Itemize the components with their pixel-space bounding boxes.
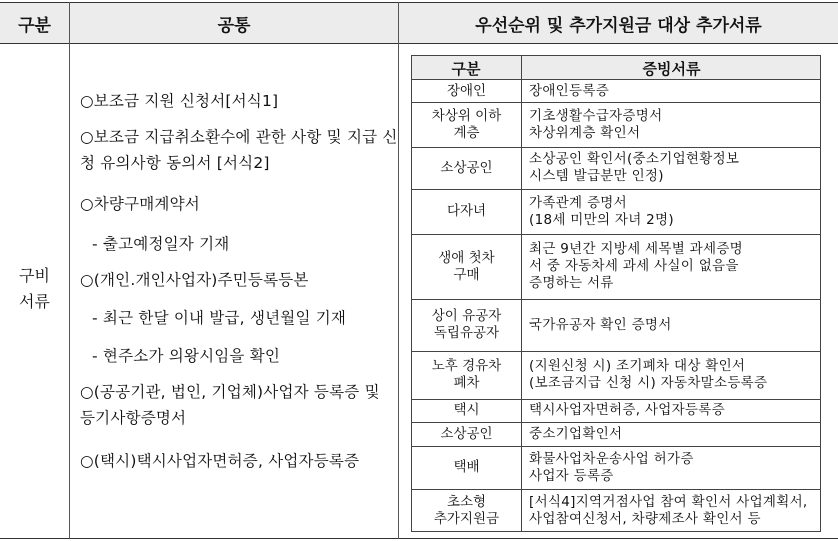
table-row <box>411 351 821 399</box>
row-category: 다자녀 <box>446 203 487 219</box>
table-row <box>411 189 821 234</box>
row-document: 화물사업차운송사업 허가증 사업자 등록증 <box>529 450 694 484</box>
table-row <box>411 80 821 102</box>
row-document: [서식4]지역거점사업 참여 확인서 사업계획서, 사업참여신청서, 차량제조사 확인서 등 <box>529 493 808 527</box>
common-item: ○(택시)택시사업자면허증, 사업자등록증 <box>80 452 360 470</box>
row-document: 소상공인 확인서(중소기업현황정보 시스템 발급분만 인정) <box>529 151 740 184</box>
common-sub-item: - 현주소가 의왕시임을 확인 <box>92 347 281 365</box>
row-document: 가족관계 증명서 (18세 미만의 자녀 2명) <box>529 194 674 228</box>
table-bottom-border <box>0 538 838 539</box>
row-category: 생애 첫차 구매 <box>438 249 495 283</box>
row-document: (지원신청 시) 조기폐차 대상 확인서 (보조금지급 신청 시) 자동차말소등록증 <box>529 358 768 391</box>
header-priority-docs: 우선순위 및 추가지원금 대상 추가서류 <box>475 16 762 36</box>
table-row <box>411 102 821 147</box>
row-document: 중소기업확인서 <box>529 425 623 442</box>
table-row <box>411 422 821 446</box>
common-item: ○차량구매계약서 <box>80 195 200 213</box>
table-top-border <box>0 2 838 3</box>
col-divider-1 <box>69 2 70 539</box>
row-category: 차상위 이하 계층 <box>431 107 502 141</box>
common-item: ○(개인.개인사업자)주민등록등본 <box>80 271 309 289</box>
common-sub-item: - 최근 한달 이내 발급, 생년월일 기재 <box>92 309 347 327</box>
row-document: 장애인등록증 <box>529 82 610 99</box>
row-category: 소상공인 <box>440 159 493 176</box>
row-category: 초소형 추가지원금 <box>433 493 500 527</box>
inner-header-document: 증빙서류 <box>642 60 701 78</box>
table-row <box>411 299 821 351</box>
row-document: 택시사업자면허증, 사업자등록증 <box>529 402 725 418</box>
row-category: 택시 <box>453 402 480 418</box>
table-row <box>411 234 821 299</box>
table-row <box>411 147 821 189</box>
row-category: 택배 <box>453 459 480 475</box>
header-category: 구분 <box>18 16 51 36</box>
table-row <box>411 399 821 422</box>
col-divider-2 <box>398 2 399 539</box>
common-item: ○보조금 지원 신청서[서식1] <box>80 92 279 110</box>
table-row <box>411 446 821 489</box>
row-document: 기초생활수급자증명서 차상위계층 확인서 <box>529 107 663 141</box>
row-document: 국가유공자 확인 증명서 <box>529 316 672 333</box>
inner-header-category: 구분 <box>451 60 481 78</box>
row-category: 상이 유공자 독립유공자 <box>431 308 502 341</box>
row-category: 소상공인 <box>440 425 493 442</box>
header-common: 공통 <box>217 16 251 36</box>
row-category: 장애인 <box>446 82 487 99</box>
common-item: ○(공공기관, 법인, 기업체)사업자 등록증 및 등기사항증명서 <box>80 383 380 427</box>
header-bottom-border <box>0 43 838 44</box>
row-category: 노후 경유차 폐차 <box>431 358 502 391</box>
row-document: 최근 9년간 지방세 세목별 과세증명 서 중 자동차세 과세 사실이 없음을 증명하는 서류 <box>529 241 744 291</box>
row-label-required-docs: 구비 서류 <box>19 266 50 311</box>
common-item: ○보조금 지급취소환수에 관한 사항 및 지급 신청 유의사항 동의서 [서식2] <box>80 128 398 172</box>
table-row <box>411 489 821 532</box>
common-sub-item: - 출고예정일자 기재 <box>92 235 230 253</box>
